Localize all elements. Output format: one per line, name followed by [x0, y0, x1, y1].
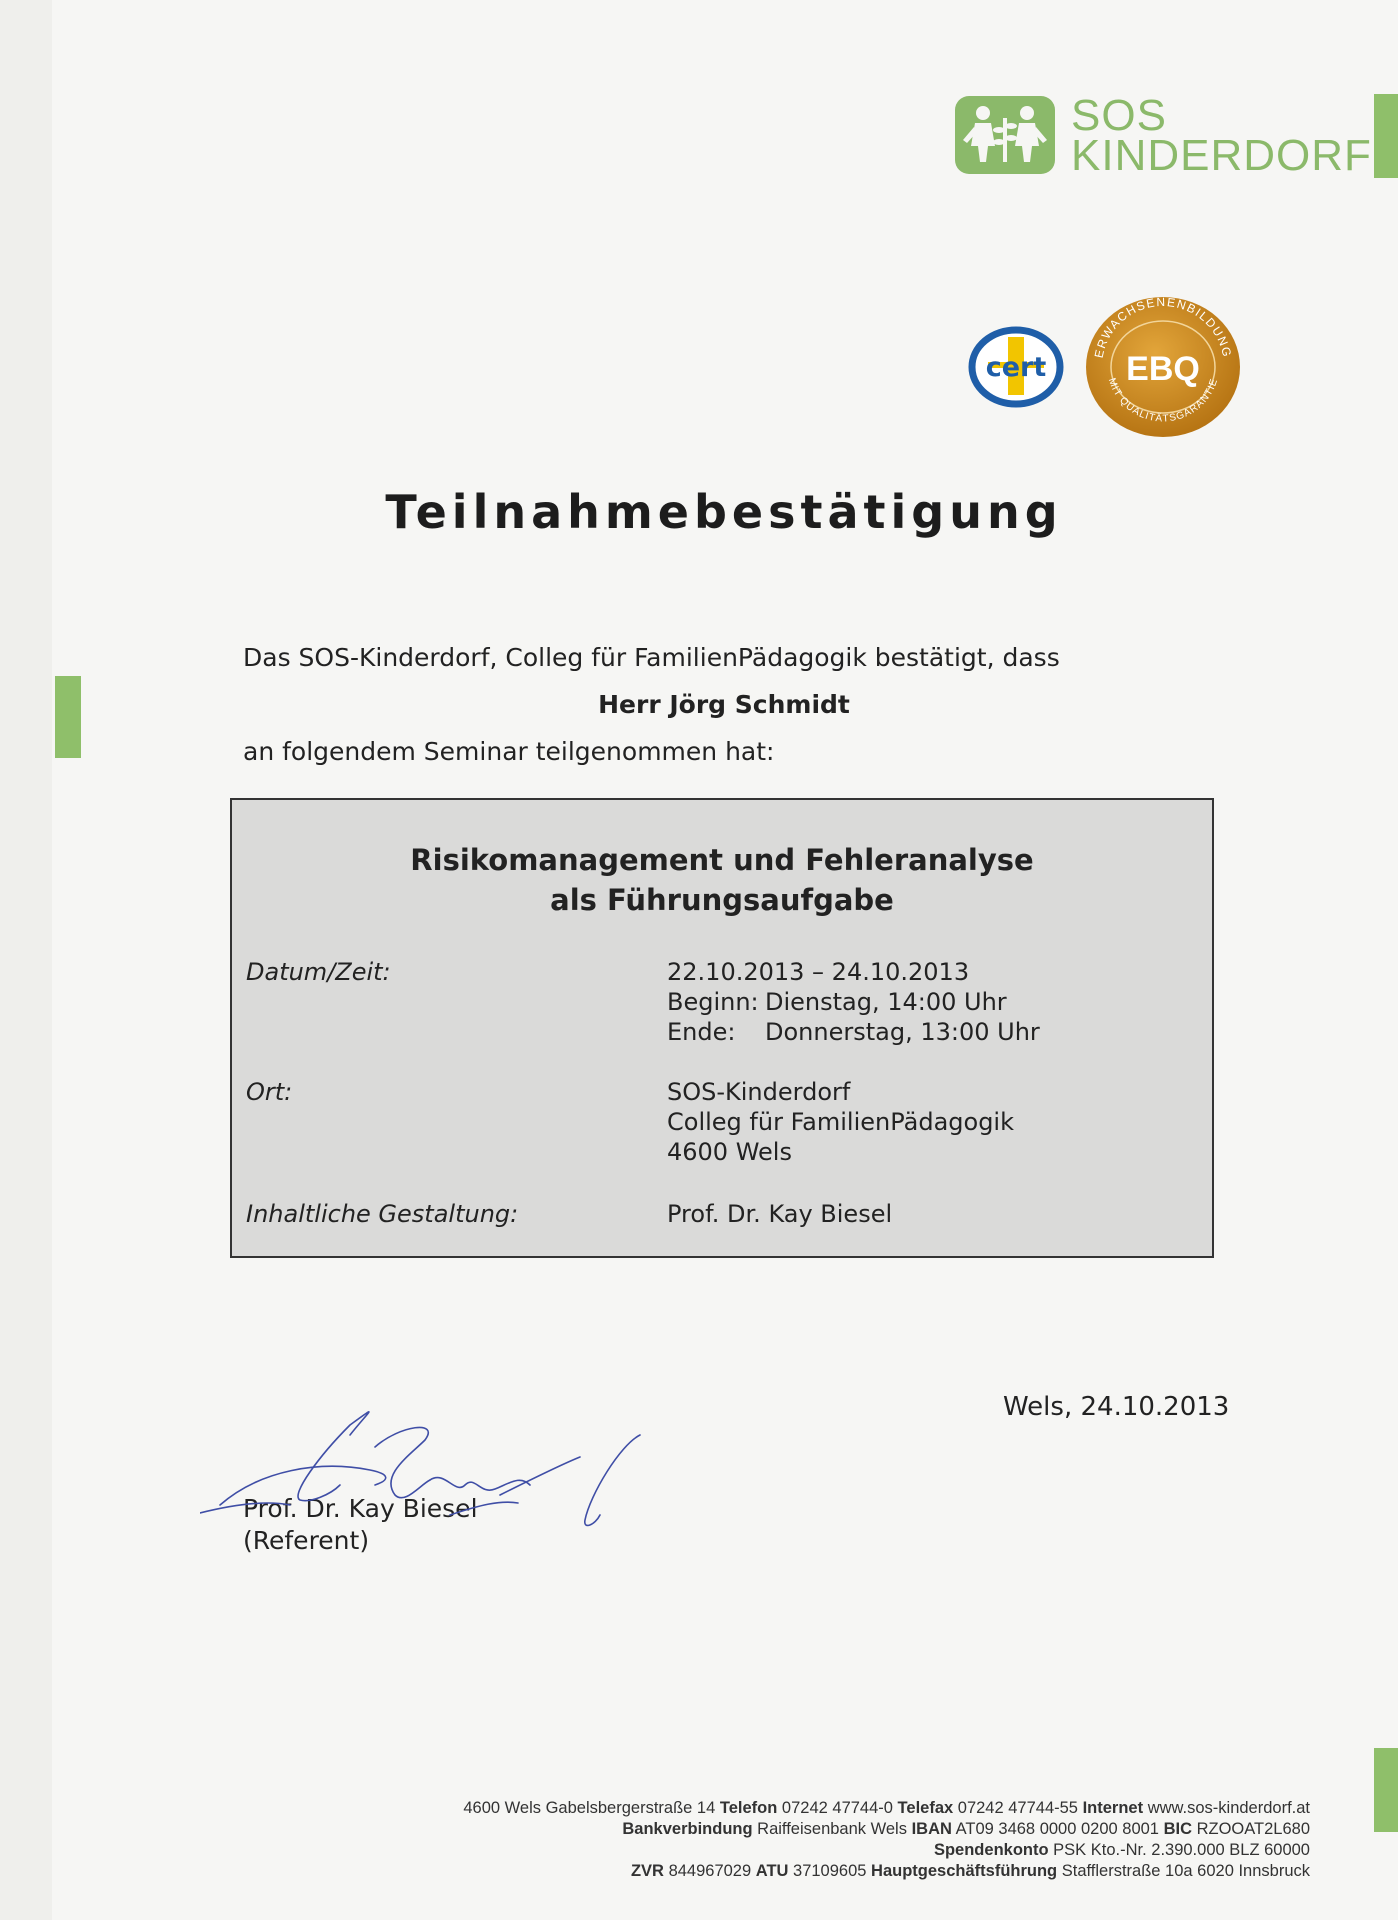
place-label: Ort: — [246, 1078, 293, 1106]
content-design-value: Prof. Dr. Kay Biesel — [667, 1200, 893, 1228]
footer-line-1 — [463, 1798, 1310, 1819]
green-edge-mark-top — [1374, 94, 1398, 178]
children-emblem-icon — [955, 96, 1055, 174]
logo-word-kinderdorf: KINDERDORF — [1071, 131, 1372, 180]
seminar-details-box — [230, 798, 1214, 1258]
footer-fax-label: Telefax — [897, 1799, 954, 1817]
footer-hq: Stafflerstraße 10a 6020 Innsbruck — [1061, 1862, 1310, 1880]
recipient-name: Herr Jörg Schmidt — [598, 690, 850, 719]
footer-line-4 — [463, 1861, 1310, 1882]
place-and-date: Wels, 24.10.2013 — [1003, 1392, 1230, 1422]
cert-badge-text: cert — [985, 352, 1047, 383]
begin-row — [667, 987, 1040, 1017]
footer-bic: RZOOAT2L680 — [1196, 1820, 1310, 1838]
footer-bank-label: Bankverbindung — [622, 1820, 753, 1838]
place-line2: Colleg für FamilienPädagogik — [667, 1108, 1014, 1136]
footer-donation: PSK Kto.-Nr. 2.390.000 BLZ 60000 — [1053, 1841, 1310, 1859]
signatory-name: Prof. Dr. Kay Biesel — [243, 1494, 478, 1523]
end-key: Ende: — [667, 1018, 736, 1046]
place-line3: 4600 Wels — [667, 1138, 792, 1166]
footer-zvr-label: ZVR — [630, 1862, 664, 1880]
place-line1: SOS-Kinderdorf — [667, 1078, 851, 1106]
footer-atu: 37109605 — [793, 1862, 867, 1880]
sos-kinderdorf-logo — [955, 91, 1372, 180]
footer-zvr: 844967029 — [668, 1862, 752, 1880]
footer-bic-label: BIC — [1163, 1820, 1192, 1838]
participation-text: an folgendem Seminar teilgenommen hat: — [243, 737, 775, 766]
ebq-ring-top-text: ERWACHSENENBILDUNG — [1091, 294, 1235, 360]
end-row — [667, 1017, 1040, 1047]
footer-iban-label: IBAN — [911, 1820, 952, 1838]
footer-line-3 — [463, 1840, 1310, 1861]
signatory-role: (Referent) — [243, 1526, 370, 1555]
handwritten-signature — [200, 1385, 660, 1535]
content-design-label: Inhaltliche Gestaltung: — [246, 1200, 519, 1228]
ebq-seal — [1082, 294, 1244, 440]
begin-key: Beginn: — [667, 988, 759, 1016]
intro-text: Das SOS-Kinderdorf, Colleg für FamilienPädagogik bestätigt, dass — [243, 643, 1060, 672]
footer-donation-label: Spendenkonto — [933, 1841, 1049, 1859]
footer-iban: AT09 3468 0000 0200 8001 — [955, 1820, 1159, 1838]
footer-fax: 07242 47744-55 — [957, 1799, 1078, 1817]
footer-atu-label: ATU — [755, 1862, 789, 1880]
logo-word-sos: SOS — [1071, 91, 1167, 140]
ebq-seal-text: EBQ — [1126, 350, 1200, 388]
seminar-title-line2: als Führungsaufgabe — [550, 883, 894, 917]
place-value — [667, 1077, 1014, 1167]
seminar-title — [232, 840, 1212, 920]
footer-hq-label: Hauptgeschäftsführung — [871, 1862, 1058, 1880]
begin-value: Dienstag, 14:00 Uhr — [765, 988, 1007, 1016]
footer-web-label: Internet — [1082, 1799, 1144, 1817]
footer-web: www.sos-kinderdorf.at — [1147, 1799, 1310, 1817]
footer-phone-label: Telefon — [719, 1799, 778, 1817]
seminar-title-line1: Risikomanagement und Fehleranalyse — [410, 843, 1034, 877]
green-edge-mark-bottom — [1374, 1748, 1398, 1832]
date-time-value — [667, 957, 1040, 1047]
date-time-label: Datum/Zeit: — [246, 958, 391, 986]
footer-phone: 07242 47744-0 — [781, 1799, 893, 1817]
footer-contact-info — [463, 1798, 1310, 1882]
footer-address: 4600 Wels Gabelsbergerstraße 14 — [463, 1799, 716, 1817]
ebq-ring-bottom-text: MIT QUALITÄTSGARANTIE — [1105, 376, 1221, 425]
footer-line-2 — [463, 1819, 1310, 1840]
date-range: 22.10.2013 – 24.10.2013 — [667, 958, 970, 986]
document-title: Teilnahmebestätigung — [385, 485, 1063, 539]
page-left-edge — [0, 0, 52, 1920]
footer-bank: Raiffeisenbank Wels — [757, 1820, 907, 1838]
cert-badge — [968, 325, 1064, 409]
end-value: Donnerstag, 13:00 Uhr — [765, 1018, 1040, 1046]
